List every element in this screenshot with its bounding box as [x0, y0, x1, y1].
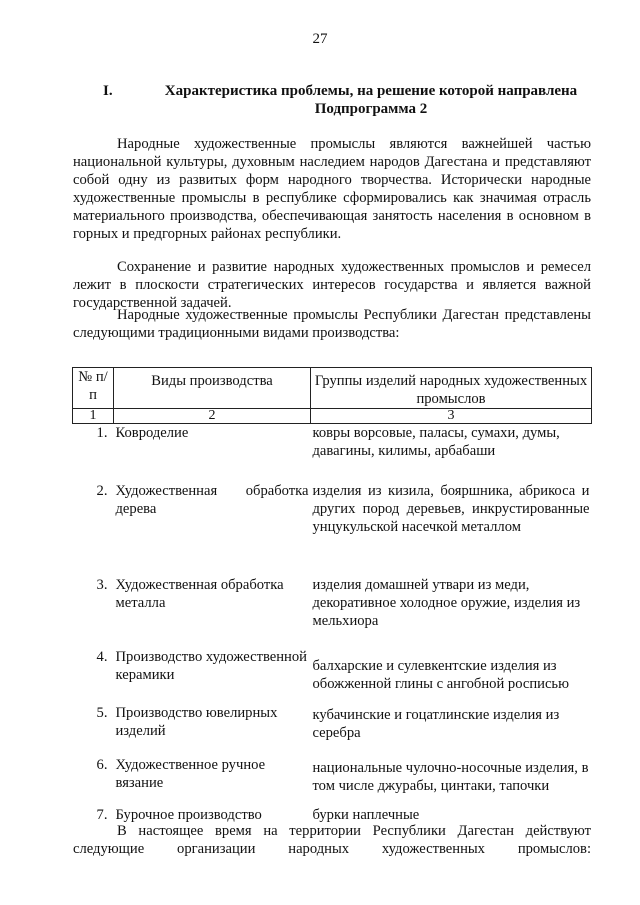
row-product-groups: балхарские и сулевкентские изделия из обожженной глины с ангобной росписью [312, 657, 569, 692]
table-row [73, 576, 592, 648]
row-production-kind: Бурочное производство [115, 806, 262, 823]
section-title-line-2: Подпрограмма 2 [314, 101, 428, 117]
row-product-groups: изделия домашней утвари из меди, декоративное холодное оружие, изделия из мельхиора [312, 576, 581, 629]
row-production-kind: Художественное ручное вязание [115, 756, 266, 791]
index-cell-1: 1 [73, 409, 114, 424]
paragraph-3 [73, 306, 591, 348]
table-row [73, 482, 592, 576]
row-number: 3. [96, 576, 108, 593]
paragraph-text: Народные художественные промыслы Республики Дагестан представлены следующими традиционными видами производства: [73, 307, 591, 341]
row-production-kind: Производство ювелирных изделий [115, 704, 278, 739]
table-row [73, 424, 592, 482]
row-production-kind: Художественная обработка металла [115, 576, 284, 611]
section-title-line-1: Характеристика проблемы, на решение которой направлена [164, 83, 578, 99]
row-production-kind: Ковроделие [115, 425, 189, 441]
row-production-kind: Производство художественной керамики [115, 648, 307, 683]
row-product-groups: бурки наплечные [312, 806, 420, 823]
row-number: 1. [96, 425, 108, 441]
paragraph-text: Народные художественные промыслы являются важнейшей частью национальной культуры, духовным наследием народов Дагестана и представляют собой одну из развитых форм народного творчества. Исторически народные художественные промыслы в республике сформировались как значимая отрасль материального производства, обеспечивающая занятость населения в основном в горных и предгорных районах республики. [73, 136, 591, 242]
table-row [73, 648, 592, 704]
index-cell-2: 2 [114, 409, 311, 424]
section-number: I. [103, 83, 113, 99]
row-number: 5. [96, 704, 108, 721]
row-number: 2. [96, 482, 108, 499]
paragraph-1 [73, 135, 591, 249]
section-heading [103, 82, 593, 118]
header-number: № п/п [73, 368, 114, 409]
closing-paragraph: В настоящее время на территории Республики Дагестан действуют следующие организации народных художественных промыслов: [73, 823, 591, 857]
row-number: 6. [96, 756, 108, 773]
row-product-groups: ковры ворсовые, паласы, сумахи, думы, давагины, килимы, арбабаши [312, 425, 560, 459]
page-number: 27 [312, 31, 328, 47]
index-cell-3: 3 [311, 409, 592, 424]
table-row [73, 704, 592, 756]
table-index-row [73, 409, 592, 424]
row-number: 7. [96, 806, 108, 823]
row-product-groups: национальные чулочно-носочные изделия, в том числе джурабы, цинтаки, тапочки [312, 759, 589, 794]
row-number: 4. [96, 648, 108, 665]
table-header-row [73, 368, 592, 409]
header-production-kind: Виды производства [114, 368, 311, 409]
row-product-groups: изделия из кизила, бояршника, абрикоса и других пород деревьев, инкрустированные унцукульской насечкой металлом [312, 482, 590, 535]
table-row [73, 756, 592, 806]
header-product-groups: Группы изделий народных художественных промыслов [311, 368, 592, 409]
row-product-groups: кубачинские и гоцатлинские изделия из серебра [312, 706, 560, 741]
paragraph-text: Сохранение и развитие народных художественных промыслов и ремесел лежит в плоскости стратегических интересов государства и является важной государственной задачей. [73, 259, 591, 311]
row-production-kind: Художественная обработка дерева [115, 482, 309, 517]
production-types-table [72, 367, 592, 828]
